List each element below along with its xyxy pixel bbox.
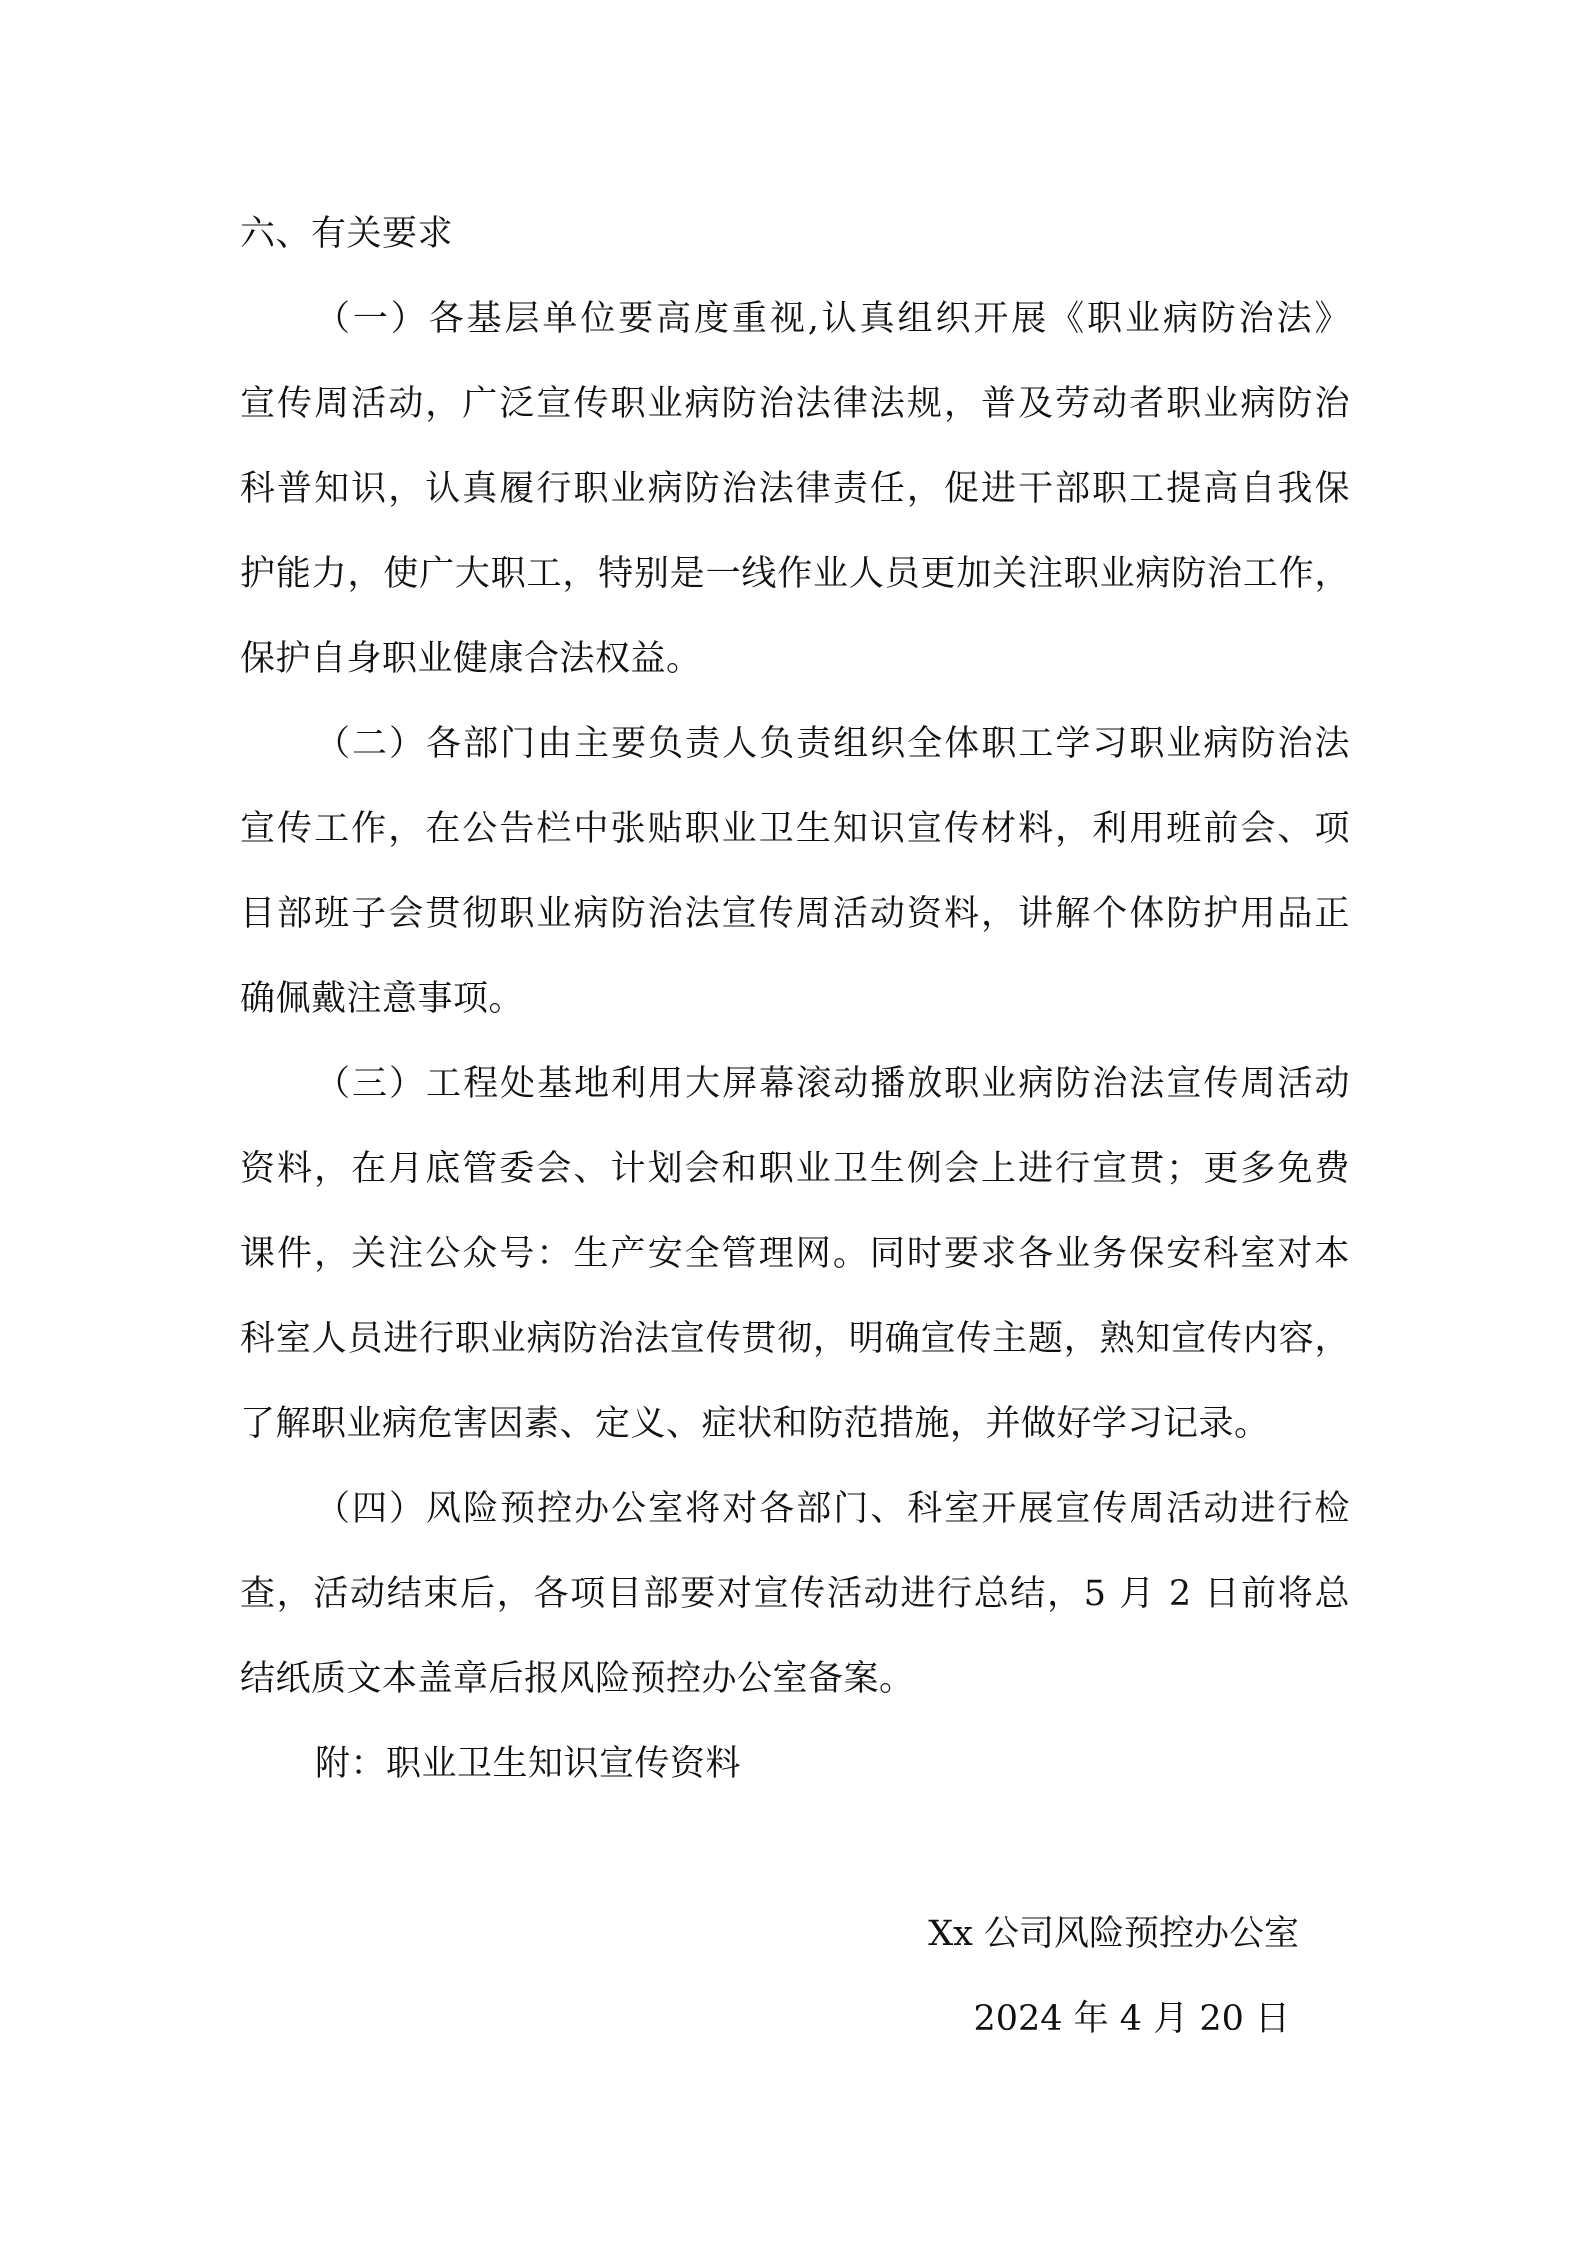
paragraph-3-line-1: （三）工程处基地利用大屏幕滚动播放职业病防治法宣传周活动 [315, 1064, 1350, 1104]
paragraph-4-line-3: 结纸质文本盖章后报风险预控办公室备案。 [240, 1659, 915, 1699]
paragraph-1-line-3: 科普知识，认真履行职业病防治法律责任，促进干部职工提高自我保 [240, 469, 1350, 509]
signature-org: Xx 公司风险预控办公室 [928, 1914, 1299, 1954]
paragraph-2-line-4: 确佩戴注意事项。 [240, 979, 525, 1019]
section-heading: 六、有关要求 [240, 214, 454, 254]
paragraph-4-line-1: （四）风险预控办公室将对各部门、科室开展宣传周活动进行检 [315, 1489, 1350, 1529]
paragraph-3-line-4: 科室人员进行职业病防治法宣传贯彻，明确宣传主题，熟知宣传内容， [240, 1319, 1350, 1359]
paragraph-1-line-1: （一）各基层单位要高度重视,认真组织开展《职业病防治法》 [315, 299, 1350, 339]
paragraph-2-line-3: 目部班子会贯彻职业病防治法宣传周活动资料，讲解个体防护用品正 [240, 894, 1350, 934]
paragraph-3-line-2: 资料，在月底管委会、计划会和职业卫生例会上进行宣贯；更多免费 [240, 1149, 1350, 1189]
paragraph-3-line-3: 课件，关注公众号：生产安全管理网。同时要求各业务保安科室对本 [240, 1234, 1350, 1274]
paragraph-2-line-2: 宣传工作，在公告栏中张贴职业卫生知识宣传材料，利用班前会、项 [240, 809, 1350, 849]
signature-date: 2024 年 4 月 20 日 [973, 1999, 1290, 2039]
paragraph-2-line-1: （二）各部门由主要负责人负责组织全体职工学习职业病防治法 [315, 724, 1350, 764]
paragraph-1-line-4: 护能力，使广大职工，特别是一线作业人员更加关注职业病防治工作， [240, 554, 1350, 594]
paragraph-4-line-2: 查，活动结束后，各项目部要对宣传活动进行总结，5 月 2 日前将总 [240, 1574, 1350, 1614]
paragraph-3-line-5: 了解职业病危害因素、定义、症状和防范措施，并做好学习记录。 [240, 1404, 1270, 1444]
attachment-note: 附：职业卫生知识宣传资料 [315, 1744, 742, 1784]
paragraph-1-line-5: 保护自身职业健康合法权益。 [240, 639, 702, 679]
paragraph-1-line-2: 宣传周活动，广泛宣传职业病防治法律法规，普及劳动者职业病防治 [240, 384, 1350, 424]
